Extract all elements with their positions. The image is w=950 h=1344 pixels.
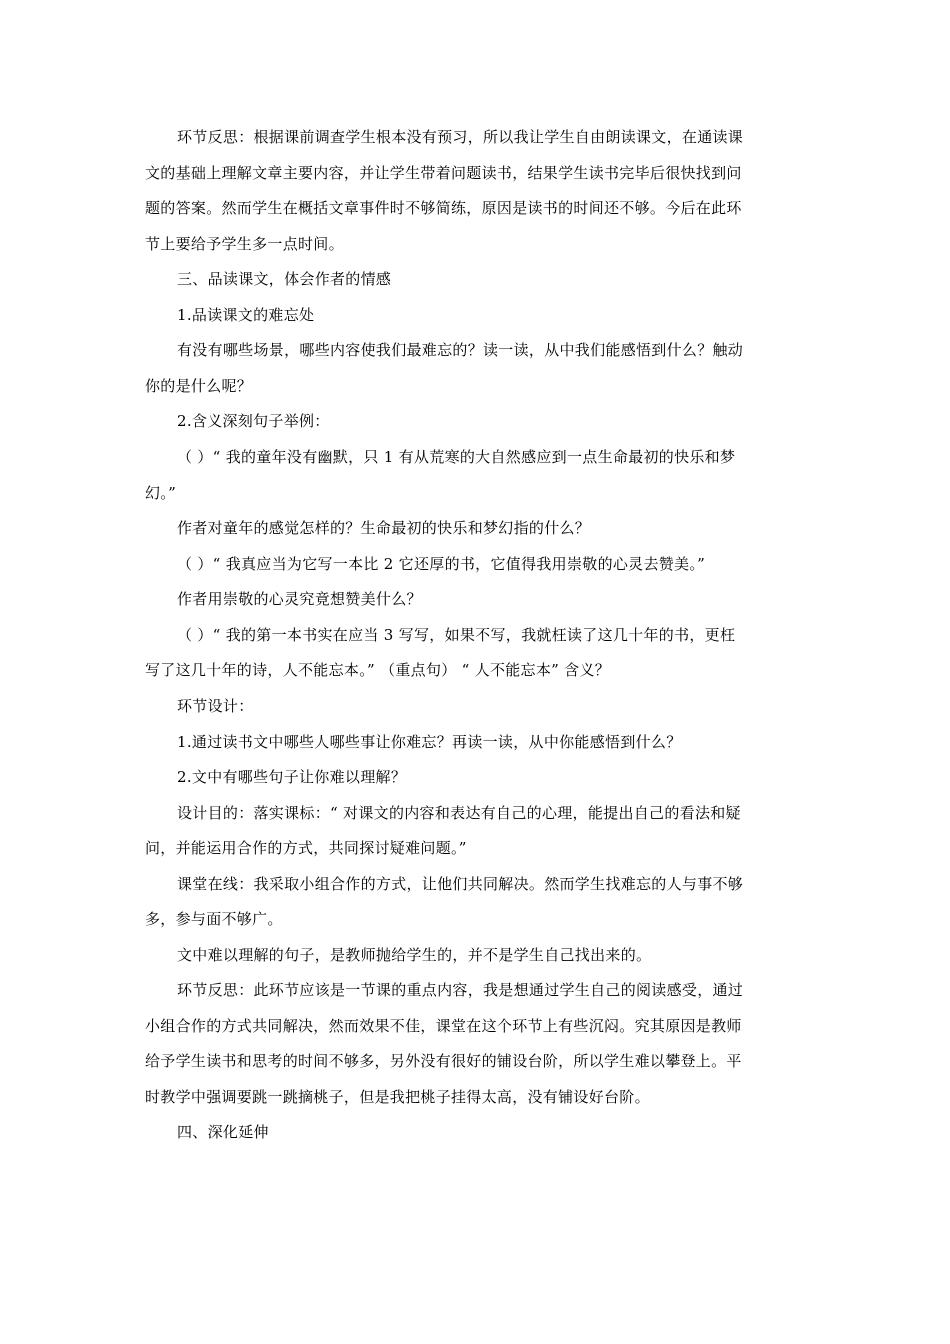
quote-line: 写了这几十年的诗，人不能忘本。” （重点句） “ 人不能忘本” 含义？: [145, 661, 611, 679]
quote-line: 幻。”: [145, 484, 177, 502]
text-line: 1.通过读书文中哪些人哪些事让你难忘？再读一读，从中你能感悟到什么？: [177, 733, 682, 751]
subheading: 环节设计：: [177, 697, 254, 715]
text-line: 环节反思：根据课前调查学生根本没有预习，所以我让学生自由朗读课文，在通读课: [177, 128, 744, 146]
text-line: 设计目的：落实课标：“ 对课文的内容和表达有自己的心理，能提出自己的看法和疑: [177, 804, 741, 822]
text-line: 题的答案。然而学生在概括文章事件时不够简练，原因是读书的时间还不够。今后在此环: [145, 199, 742, 217]
text-line: 时教学中强调要跳一跳摘桃子，但是我把桃子挂得太高，没有铺设好台阶。: [145, 1088, 650, 1106]
text-line: 文中难以理解的句子，是教师抛给学生的，并不是学生自己找出来的。: [177, 946, 652, 964]
quote-line: （ ）“ 我的童年没有幽默，只 1 有从荒寒的大自然感应到一点生命最初的快乐和梦: [177, 448, 736, 466]
text-line: 多，参与面不够广。: [145, 910, 283, 928]
quote-line: （ ）“ 我的第一本书实在应当 3 写写，如果不写，我就枉读了这几十年的书，更枉: [177, 626, 736, 644]
text-line: 小组合作的方式共同解决，然而效果不佳，课堂在这个环节上有些沉闷。究其原因是教师: [145, 1017, 742, 1035]
text-line: 课堂在线：我采取小组合作的方式，让他们共同解决。然而学生找难忘的人与事不够: [177, 875, 744, 893]
text-line: 给予学生读书和思考的时间不够多，另外没有很好的铺设台阶，所以学生难以攀登上。平: [145, 1052, 742, 1070]
section-heading: 四、深化延伸: [177, 1123, 269, 1141]
text-line: 文的基础上理解文章主要内容，并让学生带着问题读书，结果学生读书完毕后很快找到问: [145, 164, 742, 182]
text-line: 2.文中有哪些句子让你难以理解？: [177, 768, 407, 786]
text-line: 节上要给予学生多一点时间。: [145, 235, 344, 253]
subheading: 2.含义深刻句子举例：: [177, 412, 330, 430]
text-line: 问，并能运用合作的方式，共同探讨疑难问题。”: [145, 839, 467, 857]
section-heading: 三、品读课文，体会作者的情感: [177, 270, 392, 288]
text-line: 作者用崇敬的心灵究竟想赞美什么？: [177, 590, 422, 608]
text-line: 环节反思：此环节应该是一节课的重点内容，我是想通过学生自己的阅读感受，通过: [177, 981, 744, 999]
subheading: 1.品读课文的难忘处: [177, 306, 315, 324]
text-line: 作者对童年的感觉怎样的？生命最初的快乐和梦幻指的什么？: [177, 519, 591, 537]
quote-line: （ ）“ 我真应当为它写一本比 2 它还厚的书，它值得我用崇敬的心灵去赞美。”: [177, 555, 706, 573]
text-line: 你的是什么呢？: [145, 377, 253, 395]
text-line: 有没有哪些场景，哪些内容使我们最难忘的？读一读，从中我们能感悟到什么？触动: [177, 341, 744, 359]
